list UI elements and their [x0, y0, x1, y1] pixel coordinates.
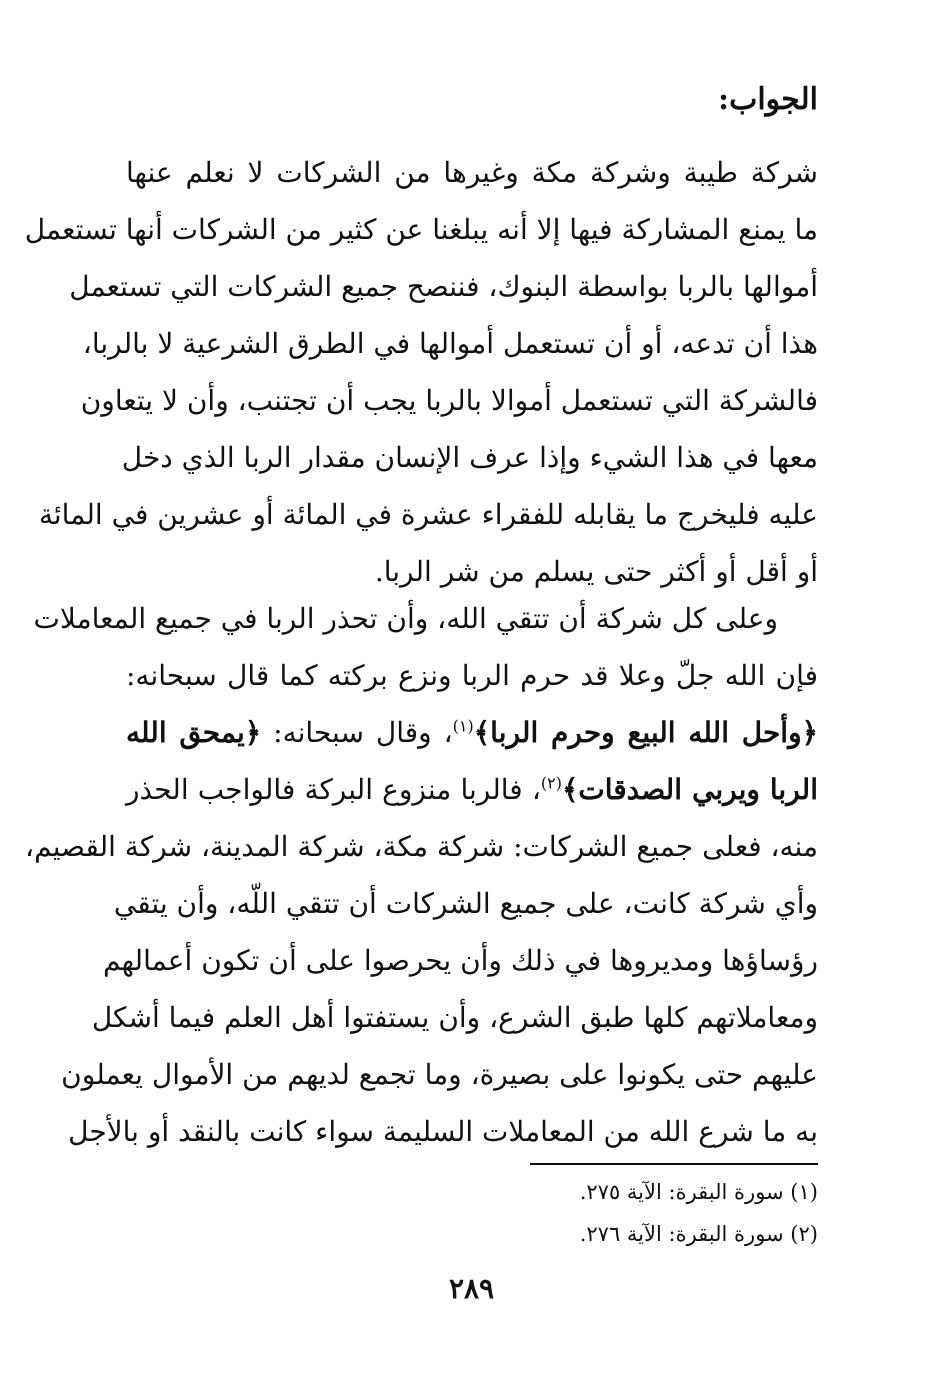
quran-verse: الربا ويربي الصدقات﴾: [562, 773, 818, 806]
footnote-ref: (٢): [540, 773, 562, 793]
quran-verse: ﴿وأحل الله البيع وحرم الربا﴾: [473, 716, 818, 749]
text-span: ، فالربا منزوع البركة فالواجب الحذر: [126, 773, 541, 806]
text-line: منه، فعلى جميع الشركات: شركة مكة، شركة المدينة، شركة القصيم،: [25, 830, 818, 863]
answer-heading: الجواب:: [718, 82, 818, 117]
text-line: فالشركة التي تستعمل أموالا بالربا يجب أن تجتنب، وأن لا يتعاون: [80, 384, 818, 417]
text-line: أو أقل أو أكثر حتى يسلم من شر الربا.: [374, 555, 818, 588]
text-line: وأي شركة كانت، على جميع الشركات أن تتقي اللّه، وأن يتقي: [113, 887, 818, 920]
text-line: هذا أن تدعه، أو أن تستعمل أموالها في الطرق الشرعية لا بالربا،: [82, 327, 818, 360]
text-line: ومعاملاتهم كلها طبق الشرع، وأن يستفتوا أهل العلم فيما أشكل: [91, 1001, 818, 1034]
quran-verse: ﴿يمحق الله: [126, 716, 262, 749]
text-line: معها في هذا الشيء وإذا عرف الإنسان مقدار الربا الذي دخل: [121, 441, 818, 474]
text-line: ما يمنع المشاركة فيها إلا أنه يبلغنا عن كثير من الشركات أنها تستعمل: [24, 213, 818, 246]
text-line: رؤساؤها ومديروها في ذلك وأن يحرصوا على أن تكون أعمالهم: [103, 944, 818, 977]
text-line: شركة طيبة وشركة مكة وغيرها من الشركات لا نعلم عنها: [126, 156, 818, 189]
text-line: أموالها بالربا بواسطة البنوك، فننصح جميع الشركات التي تستعمل: [69, 270, 818, 303]
footnote-divider: [530, 1163, 818, 1165]
text-span: ، وقال سبحانه:: [261, 716, 453, 749]
text-line: وعلى كل شركة أن تتقي الله، وأن تحذر الربا في جميع المعاملات: [33, 602, 778, 635]
text-line: فإن الله جلّ وعلا قد حرم الربا ونزع بركته كما قال سبحانه:: [126, 659, 818, 692]
text-line: عليه فليخرج ما يقابله للفقراء عشرة في المائة أو عشرين في المائة: [38, 498, 818, 531]
text-line: عليهم حتى يكونوا على بصيرة، وما تجمع لديهم من الأموال يعملون: [61, 1058, 818, 1091]
text-line-with-verse: [126, 704, 818, 761]
text-line: به ما شرع الله من المعاملات السليمة سواء كانت بالنقد أو بالأجل: [68, 1115, 818, 1148]
footnote-ref: (١): [452, 716, 474, 736]
footnote: (٢) سورة البقرة: الآية ٢٧٦.: [579, 1222, 818, 1246]
footnote: (١) سورة البقرة: الآية ٢٧٥.: [579, 1180, 818, 1204]
text-line-with-verse: [126, 761, 818, 818]
page-number: ٢٨٩: [448, 1272, 495, 1305]
